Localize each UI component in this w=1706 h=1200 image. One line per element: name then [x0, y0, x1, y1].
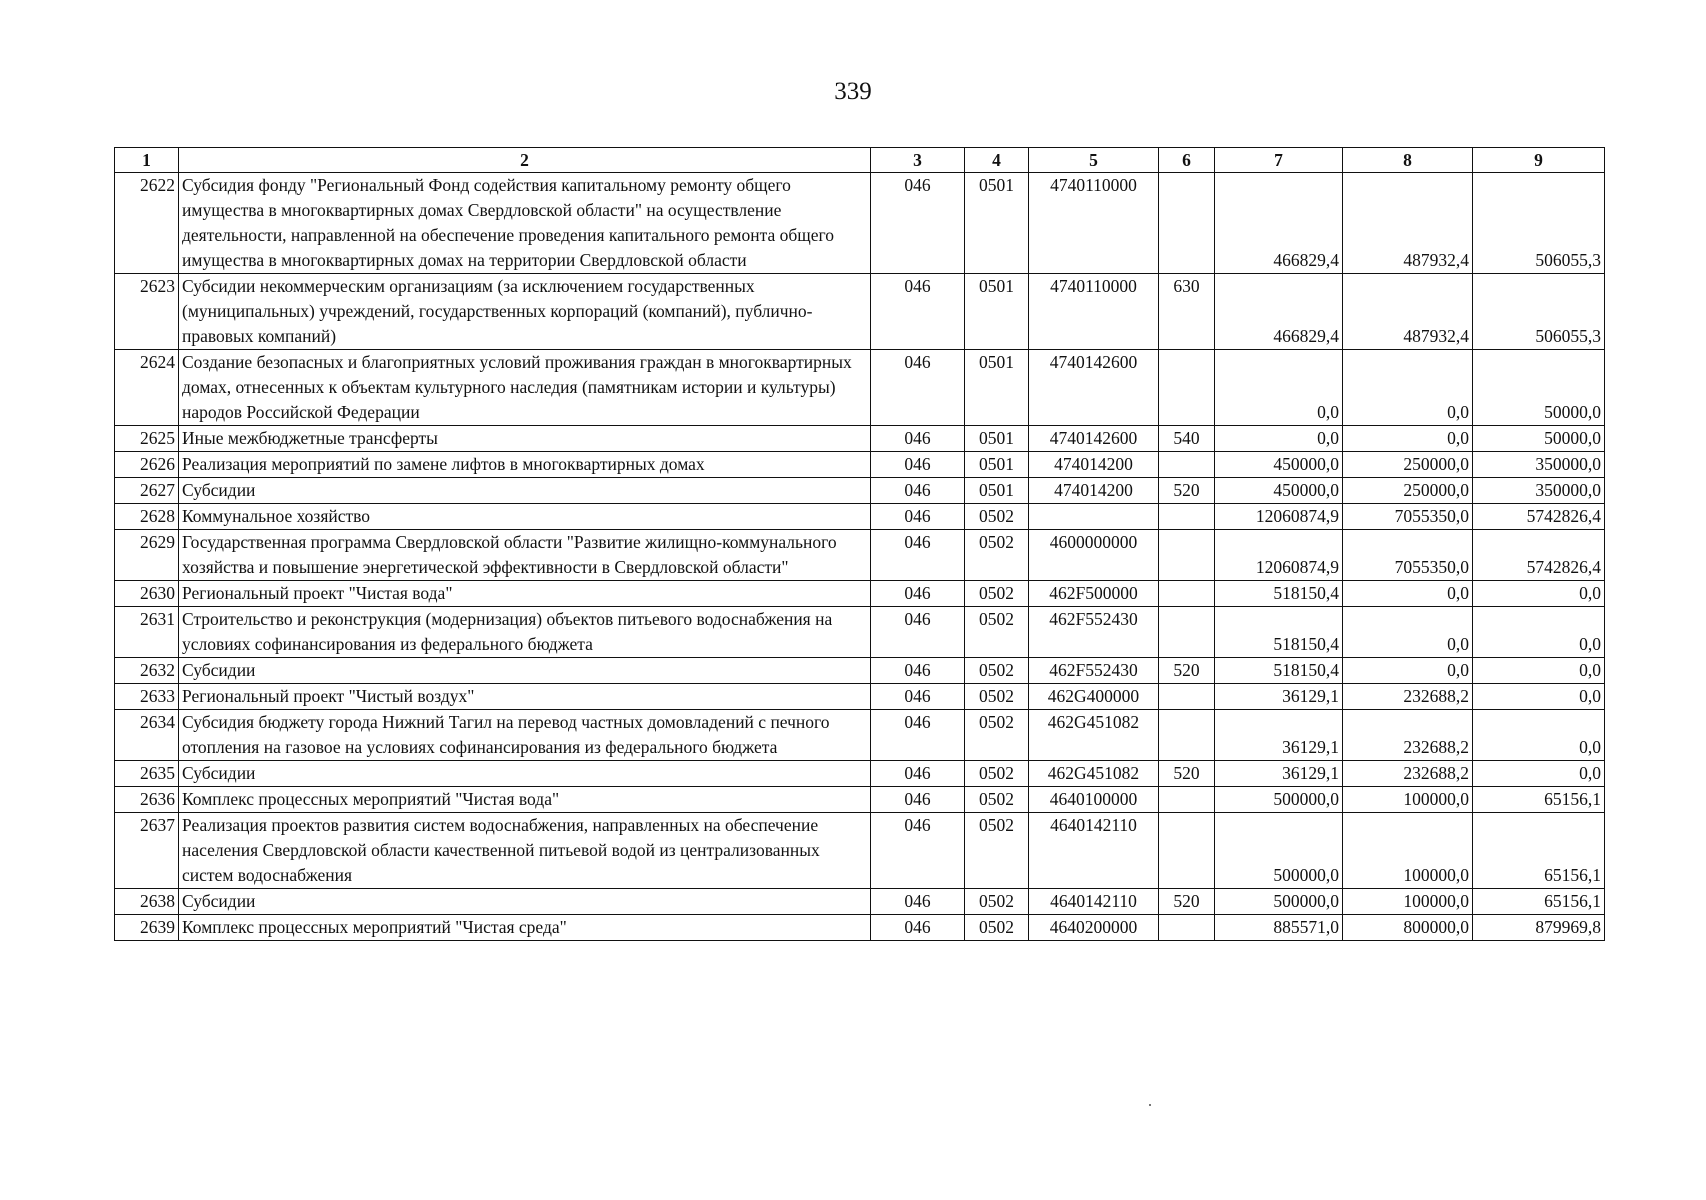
- row-col7: 450000,0: [1215, 452, 1343, 478]
- row-name: Региональный проект "Чистый воздух": [179, 684, 871, 710]
- row-col6: [1159, 452, 1215, 478]
- row-col9: 5742826,4: [1473, 504, 1605, 530]
- row-col3: 046: [871, 658, 965, 684]
- table-row: [115, 710, 1605, 761]
- row-col7: 466829,4: [1215, 274, 1343, 350]
- row-col8: 250000,0: [1343, 478, 1473, 504]
- row-col5: 4740110000: [1029, 173, 1159, 274]
- row-col8: 100000,0: [1343, 813, 1473, 889]
- table-row: [115, 761, 1605, 787]
- row-col4: 0501: [965, 452, 1029, 478]
- row-col8: 0,0: [1343, 607, 1473, 658]
- row-name: Комплекс процессных мероприятий "Чистая среда": [179, 915, 871, 941]
- row-col5: 4640100000: [1029, 787, 1159, 813]
- row-col5: 4640200000: [1029, 915, 1159, 941]
- row-col8: 100000,0: [1343, 787, 1473, 813]
- row-col5: 4640142110: [1029, 889, 1159, 915]
- row-number: 2627: [115, 478, 179, 504]
- header-cell-8: 8: [1343, 148, 1473, 173]
- row-col4: 0501: [965, 350, 1029, 426]
- row-col4: 0502: [965, 813, 1029, 889]
- table-row: [115, 581, 1605, 607]
- header-cell-7: 7: [1215, 148, 1343, 173]
- row-col4: 0502: [965, 530, 1029, 581]
- row-col9: 350000,0: [1473, 452, 1605, 478]
- row-col3: 046: [871, 710, 965, 761]
- row-name: Региональный проект "Чистая вода": [179, 581, 871, 607]
- page-number: 339: [834, 78, 872, 105]
- row-col7: 12060874,9: [1215, 530, 1343, 581]
- table-row: [115, 426, 1605, 452]
- row-col9: 50000,0: [1473, 350, 1605, 426]
- scan-speck: [1149, 1104, 1151, 1106]
- row-col9: 0,0: [1473, 607, 1605, 658]
- row-number: 2634: [115, 710, 179, 761]
- row-col7: 450000,0: [1215, 478, 1343, 504]
- row-col8: 0,0: [1343, 350, 1473, 426]
- row-col3: 046: [871, 173, 965, 274]
- row-col6: [1159, 787, 1215, 813]
- row-number: 2628: [115, 504, 179, 530]
- row-number: 2630: [115, 581, 179, 607]
- row-col3: 046: [871, 504, 965, 530]
- row-name: Иные межбюджетные трансферты: [179, 426, 871, 452]
- row-col7: 36129,1: [1215, 710, 1343, 761]
- table-row: [115, 530, 1605, 581]
- row-col8: 232688,2: [1343, 710, 1473, 761]
- row-name: Государственная программа Свердловской области "Развитие жилищно-коммунального хозяйства и повышение энергетической эффективности в Свердловской области": [179, 530, 871, 581]
- header-cell-2: 2: [179, 148, 871, 173]
- row-number: 2633: [115, 684, 179, 710]
- row-number: 2639: [115, 915, 179, 941]
- row-col4: 0501: [965, 274, 1029, 350]
- row-col5: 474014200: [1029, 478, 1159, 504]
- row-col6: [1159, 504, 1215, 530]
- row-number: 2625: [115, 426, 179, 452]
- row-col3: 046: [871, 478, 965, 504]
- row-col8: 487932,4: [1343, 173, 1473, 274]
- row-name: Субсидии: [179, 478, 871, 504]
- row-col7: 518150,4: [1215, 581, 1343, 607]
- row-name: Субсидии: [179, 889, 871, 915]
- row-col5: 4740142600: [1029, 350, 1159, 426]
- row-name: Субсидия бюджету города Нижний Тагил на перевод частных домовладений с печного отопления на газовое на условиях софинансирования из федерального бюджета: [179, 710, 871, 761]
- row-col5: [1029, 504, 1159, 530]
- row-name: Строительство и реконструкция (модернизация) объектов питьевого водоснабжения на условиях софинансирования из федерального бюджета: [179, 607, 871, 658]
- row-col8: 0,0: [1343, 658, 1473, 684]
- row-col3: 046: [871, 787, 965, 813]
- row-col6: 630: [1159, 274, 1215, 350]
- row-col4: 0501: [965, 478, 1029, 504]
- row-col7: 500000,0: [1215, 813, 1343, 889]
- row-col4: 0502: [965, 504, 1029, 530]
- row-col5: 4600000000: [1029, 530, 1159, 581]
- row-col5: 462F500000: [1029, 581, 1159, 607]
- row-col5: 4740110000: [1029, 274, 1159, 350]
- header-cell-6: 6: [1159, 148, 1215, 173]
- row-col5: 4640142110: [1029, 813, 1159, 889]
- row-col4: 0502: [965, 658, 1029, 684]
- row-col9: 0,0: [1473, 684, 1605, 710]
- row-number: 2631: [115, 607, 179, 658]
- row-col6: [1159, 915, 1215, 941]
- row-name: Субсидии: [179, 761, 871, 787]
- row-name: Субсидии некоммерческим организациям (за исключением государственных (муниципальных) учреждений, государственных корпораций (компаний), публично-правовых компаний): [179, 274, 871, 350]
- row-col7: 500000,0: [1215, 889, 1343, 915]
- row-col4: 0502: [965, 761, 1029, 787]
- row-col4: 0502: [965, 684, 1029, 710]
- row-col6: [1159, 530, 1215, 581]
- row-name: Субсидии: [179, 658, 871, 684]
- row-col8: 0,0: [1343, 426, 1473, 452]
- row-name: Коммунальное хозяйство: [179, 504, 871, 530]
- table-row: [115, 787, 1605, 813]
- row-name: Реализация мероприятий по замене лифтов в многоквартирных домах: [179, 452, 871, 478]
- row-col3: 046: [871, 813, 965, 889]
- row-col3: 046: [871, 889, 965, 915]
- row-col9: 50000,0: [1473, 426, 1605, 452]
- table-row: [115, 813, 1605, 889]
- row-col6: [1159, 710, 1215, 761]
- header-row: [115, 148, 1605, 173]
- row-col8: 800000,0: [1343, 915, 1473, 941]
- row-col8: 250000,0: [1343, 452, 1473, 478]
- row-col9: 506055,3: [1473, 274, 1605, 350]
- row-number: 2623: [115, 274, 179, 350]
- row-col9: 506055,3: [1473, 173, 1605, 274]
- row-col7: 36129,1: [1215, 761, 1343, 787]
- row-col3: 046: [871, 761, 965, 787]
- row-col8: 100000,0: [1343, 889, 1473, 915]
- table-row: [115, 173, 1605, 274]
- row-col8: 7055350,0: [1343, 530, 1473, 581]
- row-col8: 0,0: [1343, 581, 1473, 607]
- row-name: Создание безопасных и благоприятных условий проживания граждан в многоквартирных домах, отнесенных к объектам культурного наследия (памятникам истории и культуры) народов Российской Федерации: [179, 350, 871, 426]
- row-col6: [1159, 350, 1215, 426]
- row-col4: 0501: [965, 173, 1029, 274]
- row-col8: 487932,4: [1343, 274, 1473, 350]
- row-col6: [1159, 607, 1215, 658]
- row-col9: 0,0: [1473, 761, 1605, 787]
- row-col4: 0502: [965, 889, 1029, 915]
- row-col4: 0502: [965, 915, 1029, 941]
- row-number: 2636: [115, 787, 179, 813]
- row-name: Комплекс процессных мероприятий "Чистая вода": [179, 787, 871, 813]
- row-col9: 879969,8: [1473, 915, 1605, 941]
- row-col7: 12060874,9: [1215, 504, 1343, 530]
- row-col6: [1159, 173, 1215, 274]
- row-col9: 0,0: [1473, 581, 1605, 607]
- row-col9: 5742826,4: [1473, 530, 1605, 581]
- table-row: [115, 274, 1605, 350]
- row-col5: 462G451082: [1029, 761, 1159, 787]
- row-col3: 046: [871, 426, 965, 452]
- row-number: 2638: [115, 889, 179, 915]
- table-body: [115, 173, 1605, 941]
- row-col3: 046: [871, 581, 965, 607]
- row-col4: 0502: [965, 607, 1029, 658]
- row-col3: 046: [871, 607, 965, 658]
- row-col5: 4740142600: [1029, 426, 1159, 452]
- row-col7: 885571,0: [1215, 915, 1343, 941]
- row-col5: 474014200: [1029, 452, 1159, 478]
- row-col5: 462F552430: [1029, 607, 1159, 658]
- header-cell-3: 3: [871, 148, 965, 173]
- row-col7: 36129,1: [1215, 684, 1343, 710]
- row-number: 2624: [115, 350, 179, 426]
- row-col6: [1159, 581, 1215, 607]
- row-col9: 65156,1: [1473, 787, 1605, 813]
- table-row: [115, 350, 1605, 426]
- row-col3: 046: [871, 915, 965, 941]
- row-col6: 520: [1159, 658, 1215, 684]
- row-col7: 466829,4: [1215, 173, 1343, 274]
- table-row: [115, 607, 1605, 658]
- row-col6: 520: [1159, 761, 1215, 787]
- row-col7: 0,0: [1215, 350, 1343, 426]
- row-col9: 65156,1: [1473, 889, 1605, 915]
- row-col8: 232688,2: [1343, 684, 1473, 710]
- row-col4: 0501: [965, 426, 1029, 452]
- row-col3: 046: [871, 452, 965, 478]
- row-col6: 520: [1159, 889, 1215, 915]
- row-col5: 462F552430: [1029, 658, 1159, 684]
- table-row: [115, 889, 1605, 915]
- row-col6: [1159, 813, 1215, 889]
- row-col3: 046: [871, 274, 965, 350]
- row-col6: 540: [1159, 426, 1215, 452]
- budget-table: [114, 147, 1605, 941]
- row-col6: [1159, 684, 1215, 710]
- row-number: 2626: [115, 452, 179, 478]
- row-number: 2637: [115, 813, 179, 889]
- row-name: Реализация проектов развития систем водоснабжения, направленных на обеспечение населения Свердловской области качественной питьевой водой из централизованных систем водоснабжения: [179, 813, 871, 889]
- row-number: 2629: [115, 530, 179, 581]
- table-row: [115, 478, 1605, 504]
- row-col8: 232688,2: [1343, 761, 1473, 787]
- row-col6: 520: [1159, 478, 1215, 504]
- row-col3: 046: [871, 684, 965, 710]
- table-row: [115, 658, 1605, 684]
- row-col4: 0502: [965, 581, 1029, 607]
- table-header: [115, 148, 1605, 173]
- row-name: Субсидия фонду "Региональный Фонд содействия капитальному ремонту общего имущества в многоквартирных домах Свердловской области" на осуществление деятельности, направленной на обеспечение проведения капитального ремонта общего имущества в многоквартирных домах на территории Свердловской области: [179, 173, 871, 274]
- row-col3: 046: [871, 350, 965, 426]
- header-cell-9: 9: [1473, 148, 1605, 173]
- row-col7: 500000,0: [1215, 787, 1343, 813]
- header-cell-1: 1: [115, 148, 179, 173]
- table-row: [115, 915, 1605, 941]
- row-col3: 046: [871, 530, 965, 581]
- row-number: 2632: [115, 658, 179, 684]
- row-col7: 0,0: [1215, 426, 1343, 452]
- header-cell-5: 5: [1029, 148, 1159, 173]
- row-col9: 65156,1: [1473, 813, 1605, 889]
- table-row: [115, 684, 1605, 710]
- row-col5: 462G451082: [1029, 710, 1159, 761]
- header-cell-4: 4: [965, 148, 1029, 173]
- row-number: 2622: [115, 173, 179, 274]
- row-col7: 518150,4: [1215, 607, 1343, 658]
- row-col9: 0,0: [1473, 710, 1605, 761]
- row-number: 2635: [115, 761, 179, 787]
- row-col8: 7055350,0: [1343, 504, 1473, 530]
- row-col7: 518150,4: [1215, 658, 1343, 684]
- table-row: [115, 504, 1605, 530]
- row-col9: 350000,0: [1473, 478, 1605, 504]
- row-col4: 0502: [965, 710, 1029, 761]
- row-col5: 462G400000: [1029, 684, 1159, 710]
- table-row: [115, 452, 1605, 478]
- row-col9: 0,0: [1473, 658, 1605, 684]
- row-col4: 0502: [965, 787, 1029, 813]
